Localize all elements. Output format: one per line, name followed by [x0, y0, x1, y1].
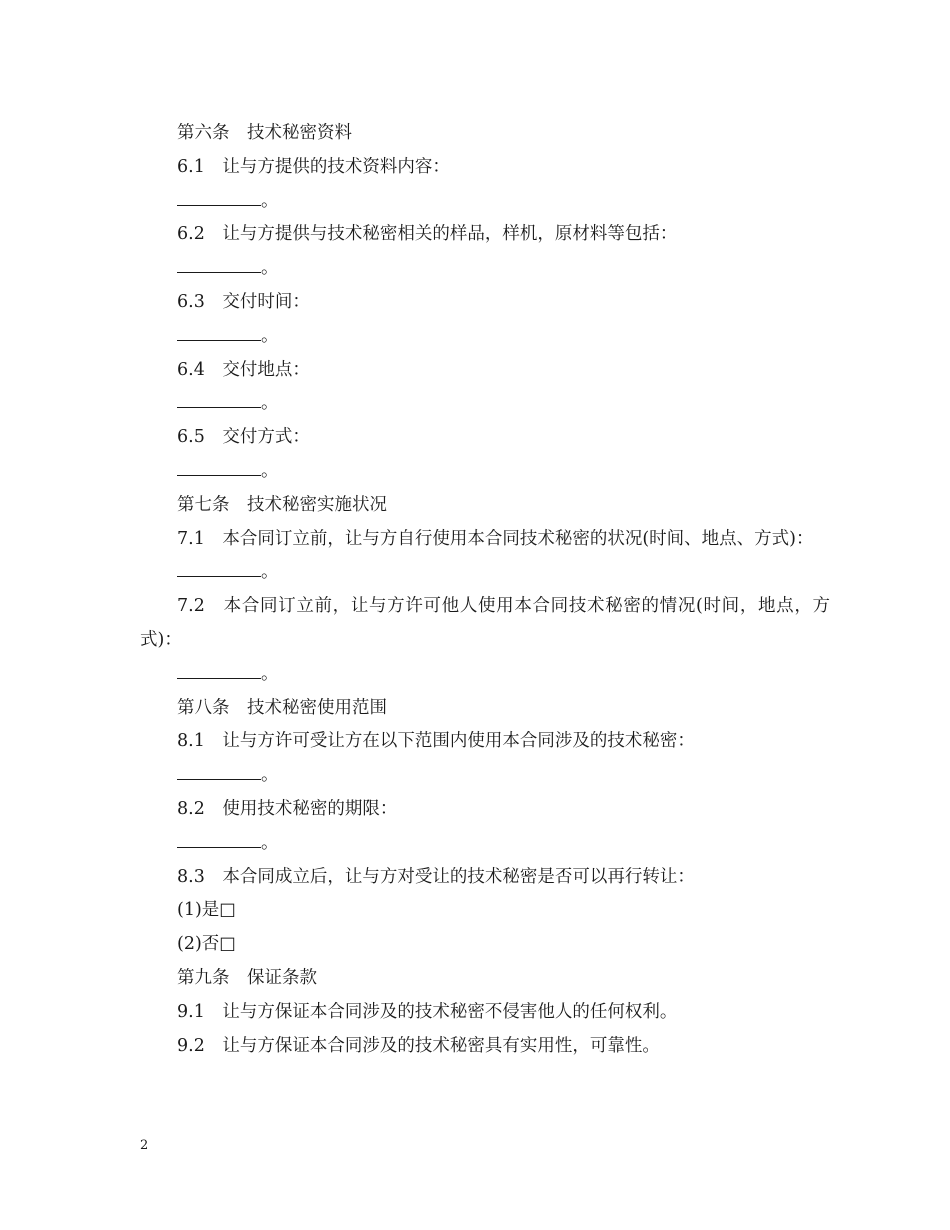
document-line: 第九条 保证条款	[177, 967, 317, 988]
document-line: (1)是□	[177, 900, 236, 921]
fill-in-blank-line	[140, 387, 830, 421]
document-line: 6.5 交付方式：	[177, 427, 310, 448]
document-line: 第七条 技术秘密实施状况	[177, 494, 387, 515]
blank-suffix: 。	[261, 325, 279, 346]
blank-underline	[177, 762, 261, 781]
blank-suffix: 。	[261, 765, 279, 786]
document-line: 第八条 技术秘密使用范围	[177, 697, 387, 718]
blank-suffix: 。	[261, 663, 279, 684]
document-line: 6.2 让与方提供与技术秘密相关的样品，样机，原材料等包括：	[177, 224, 678, 245]
document-body	[140, 117, 830, 1063]
blank-underline	[177, 660, 261, 679]
fill-in-blank-line	[140, 320, 830, 354]
fill-in-blank-line	[140, 759, 830, 793]
blank-suffix: 。	[261, 258, 279, 279]
document-line: 9.2 让与方保证本合同涉及的技术秘密具有实用性，可靠性。	[177, 1035, 660, 1056]
document-line: 7.2 本合同订立前，让与方许可他人使用本合同技术秘密的情况(时间，地点，方式)：	[140, 596, 830, 650]
document-line: 6.3 交付时间：	[177, 291, 310, 312]
page-number: 2	[140, 1138, 149, 1153]
blank-underline	[177, 559, 261, 578]
document-line: 9.1 让与方保证本合同涉及的技术秘密不侵害他人的任何权利。	[177, 1001, 678, 1022]
blank-suffix: 。	[261, 460, 279, 481]
fill-in-blank-line	[140, 185, 830, 219]
blank-underline	[177, 255, 261, 274]
fill-in-blank-line	[140, 252, 830, 286]
blank-suffix: 。	[261, 393, 279, 414]
blank-suffix: 。	[261, 190, 279, 211]
fill-in-blank-line	[140, 658, 830, 692]
blank-underline	[177, 829, 261, 848]
blank-underline	[177, 187, 261, 206]
document-line: (2)否□	[177, 934, 236, 955]
document-line: 7.1 本合同订立前，让与方自行使用本合同技术秘密的状况(时间、地点、方式)：	[177, 528, 814, 549]
fill-in-blank-line	[140, 556, 830, 590]
document-line: 第六条 技术秘密资料	[177, 123, 352, 143]
document-line: 6.4 交付地点：	[177, 359, 310, 380]
document-line: 8.3 本合同成立后，让与方对受让的技术秘密是否可以再行转让：	[177, 866, 695, 887]
blank-underline	[177, 322, 261, 341]
document-line: 6.1 让与方提供的技术资料内容：	[177, 156, 450, 177]
document-line: 8.2 使用技术秘密的期限：	[177, 798, 398, 819]
blank-suffix: 。	[261, 562, 279, 583]
blank-underline	[177, 390, 261, 409]
fill-in-blank-line	[140, 827, 830, 861]
blank-underline	[177, 457, 261, 476]
fill-in-blank-line	[140, 455, 830, 489]
blank-suffix: 。	[261, 832, 279, 853]
document-line: 8.1 让与方许可受让方在以下范围内使用本合同涉及的技术秘密：	[177, 731, 695, 752]
